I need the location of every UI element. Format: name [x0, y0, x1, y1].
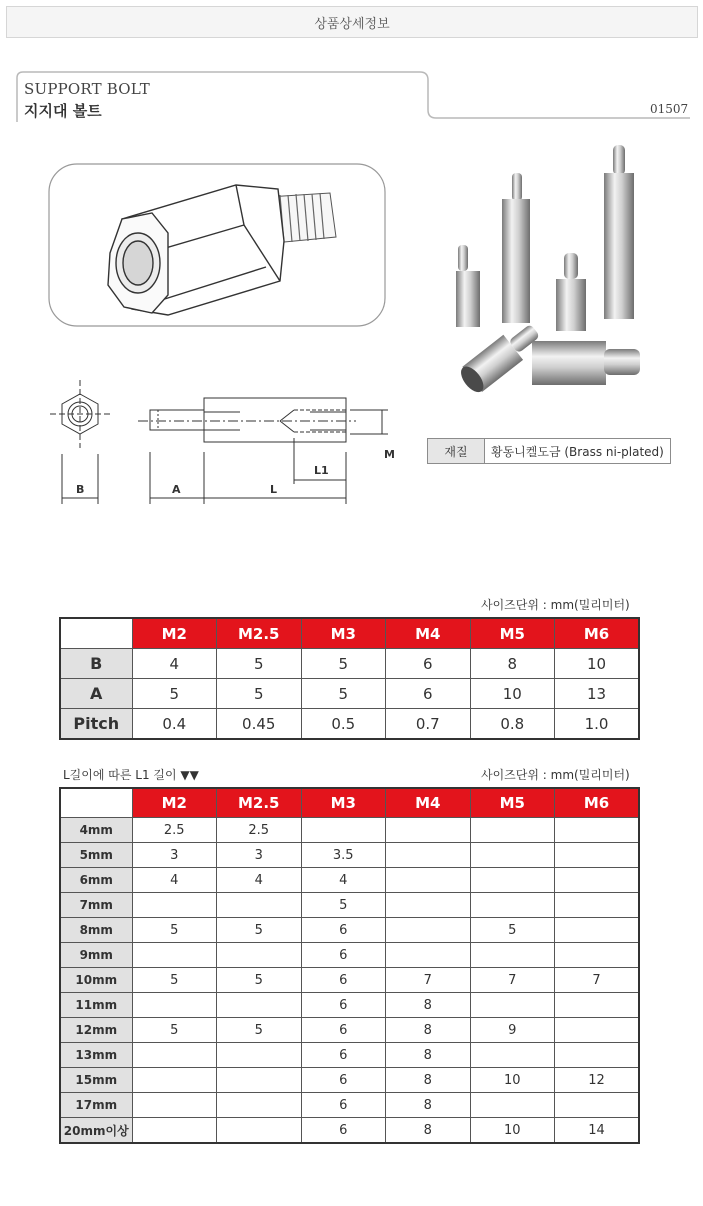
l1-cell: 5	[217, 918, 302, 943]
l1-cell: 3	[132, 843, 217, 868]
l1-header-m3: M3	[301, 788, 386, 818]
l1-cell	[217, 1118, 302, 1144]
spec-table	[59, 617, 640, 740]
material-value: 황동니켈도금 (Brass ni-plated)	[485, 439, 671, 464]
l1-cell: 7	[555, 968, 640, 993]
l1-cell: 12	[555, 1068, 640, 1093]
l1-header-m2-5: M2.5	[217, 788, 302, 818]
detail-header-title: 상품상세정보	[314, 16, 390, 32]
dimension-drawing	[24, 376, 404, 506]
l1-cell: 7	[470, 968, 555, 993]
spec-cell: 13	[555, 679, 640, 709]
l1-cell	[555, 893, 640, 918]
spec-row	[60, 709, 639, 740]
l1-cell	[132, 1093, 217, 1118]
product-name-ko: 지지대 볼트	[24, 102, 102, 120]
l1-cell	[217, 1068, 302, 1093]
l1-row	[60, 993, 639, 1018]
l1-row-label: 8mm	[60, 918, 132, 943]
l1-cell: 3	[217, 843, 302, 868]
spec-row	[60, 679, 639, 709]
l1-cell: 2.5	[132, 818, 217, 843]
l1-row	[60, 1068, 639, 1093]
material-table	[427, 438, 671, 464]
spec-cell: 8	[470, 649, 555, 679]
l1-cell: 3.5	[301, 843, 386, 868]
spec-cell: 4	[132, 649, 217, 679]
spec-row	[60, 649, 639, 679]
l1-row-label: 7mm	[60, 893, 132, 918]
l1-cell	[555, 1018, 640, 1043]
l1-cell	[386, 918, 471, 943]
l1-row-label: 12mm	[60, 1018, 132, 1043]
l1-row-label: 13mm	[60, 1043, 132, 1068]
l1-cell	[132, 893, 217, 918]
l1-cell	[217, 893, 302, 918]
l1-cell: 5	[132, 918, 217, 943]
product-photo	[428, 135, 696, 400]
spec-header-m2: M2	[132, 618, 217, 649]
l1-cell	[132, 943, 217, 968]
l1-cell: 6	[301, 1018, 386, 1043]
l1-cell: 6	[301, 1093, 386, 1118]
l1-cell	[132, 1118, 217, 1144]
l1-cell: 6	[301, 918, 386, 943]
l1-cell	[301, 818, 386, 843]
l1-row-label: 20mm이상	[60, 1118, 132, 1144]
l1-cell: 9	[470, 1018, 555, 1043]
l1-cell: 5	[217, 1018, 302, 1043]
spec-cell: 0.7	[386, 709, 471, 740]
l1-cell	[132, 993, 217, 1018]
l1-cell	[555, 818, 640, 843]
l1-header-m2: M2	[132, 788, 217, 818]
l1-row-label: 11mm	[60, 993, 132, 1018]
l1-cell	[470, 843, 555, 868]
unit-note-spec: 사이즈단위 : mm(밀리미터)	[481, 598, 630, 612]
l1-cell: 6	[301, 1043, 386, 1068]
l1-row	[60, 1093, 639, 1118]
l1-cell: 8	[386, 1093, 471, 1118]
l1-row	[60, 1118, 639, 1144]
spec-cell: 0.45	[217, 709, 302, 740]
l1-cell: 4	[132, 868, 217, 893]
spec-row-label: Pitch	[60, 709, 132, 740]
spec-table-corner	[60, 618, 132, 649]
l1-cell	[132, 1043, 217, 1068]
product-name-en: SUPPORT BOLT	[24, 80, 150, 98]
l1-cell	[555, 918, 640, 943]
spec-header-m4: M4	[386, 618, 471, 649]
l1-row-label: 5mm	[60, 843, 132, 868]
material-label: 재질	[428, 439, 485, 464]
l1-header-m6: M6	[555, 788, 640, 818]
l1-cell	[470, 818, 555, 843]
l1-cell	[555, 1093, 640, 1118]
spec-row-label: A	[60, 679, 132, 709]
product-code: 01507	[650, 102, 689, 116]
l1-cell	[470, 868, 555, 893]
l1-cell: 6	[301, 1118, 386, 1144]
l1-cell	[386, 818, 471, 843]
spec-cell: 10	[470, 679, 555, 709]
l1-cell	[217, 993, 302, 1018]
spec-cell: 10	[555, 649, 640, 679]
l1-row	[60, 868, 639, 893]
l1-row-label: 9mm	[60, 943, 132, 968]
l1-cell: 14	[555, 1118, 640, 1144]
l1-cell: 8	[386, 1043, 471, 1068]
l1-cell: 5	[470, 918, 555, 943]
spec-cell: 0.4	[132, 709, 217, 740]
dim-label-m: M	[384, 448, 395, 461]
spec-header-m5: M5	[470, 618, 555, 649]
spec-row-label: B	[60, 649, 132, 679]
l1-cell: 5	[132, 968, 217, 993]
l1-cell	[217, 1043, 302, 1068]
unit-note-l1: 사이즈단위 : mm(밀리미터)	[481, 768, 630, 782]
l1-row	[60, 1043, 639, 1068]
l1-cell	[386, 893, 471, 918]
spec-cell: 5	[132, 679, 217, 709]
l1-row-label: 17mm	[60, 1093, 132, 1118]
l1-cell: 2.5	[217, 818, 302, 843]
l1-cell	[555, 843, 640, 868]
l1-table-caption: L길이에 따른 L1 길이 ▼▼	[63, 768, 199, 782]
l1-cell	[132, 1068, 217, 1093]
l1-cell: 6	[301, 968, 386, 993]
l1-row	[60, 893, 639, 918]
l1-header-m4: M4	[386, 788, 471, 818]
l1-row-label: 4mm	[60, 818, 132, 843]
spec-cell: 6	[386, 649, 471, 679]
dim-label-a: A	[172, 483, 181, 496]
l1-cell: 5	[217, 968, 302, 993]
l1-row-label: 15mm	[60, 1068, 132, 1093]
l1-table-corner	[60, 788, 132, 818]
l1-cell	[555, 1043, 640, 1068]
l1-row-label: 10mm	[60, 968, 132, 993]
l1-row	[60, 918, 639, 943]
l1-cell	[470, 993, 555, 1018]
l1-cell: 6	[301, 1068, 386, 1093]
l1-cell	[386, 943, 471, 968]
l1-row	[60, 818, 639, 843]
l1-cell: 5	[132, 1018, 217, 1043]
spec-cell: 5	[301, 649, 386, 679]
l1-cell	[555, 943, 640, 968]
spec-cell: 5	[217, 649, 302, 679]
l1-cell: 8	[386, 1118, 471, 1144]
l1-cell	[217, 1093, 302, 1118]
l1-cell: 10	[470, 1118, 555, 1144]
l1-cell: 10	[470, 1068, 555, 1093]
l1-row	[60, 968, 639, 993]
l1-cell: 6	[301, 993, 386, 1018]
spec-cell: 1.0	[555, 709, 640, 740]
spec-cell: 0.8	[470, 709, 555, 740]
spec-cell: 5	[301, 679, 386, 709]
l1-cell: 8	[386, 1068, 471, 1093]
l1-row	[60, 843, 639, 868]
l1-row	[60, 1018, 639, 1043]
spec-cell: 0.5	[301, 709, 386, 740]
l1-row-label: 6mm	[60, 868, 132, 893]
l1-cell	[470, 1093, 555, 1118]
spec-header-m3: M3	[301, 618, 386, 649]
l1-cell	[555, 993, 640, 1018]
l1-cell: 8	[386, 1018, 471, 1043]
l1-cell	[386, 843, 471, 868]
l1-cell: 8	[386, 993, 471, 1018]
l1-cell	[555, 868, 640, 893]
l1-cell	[386, 868, 471, 893]
l1-cell	[217, 943, 302, 968]
l1-length-table	[59, 787, 640, 1144]
spec-cell: 6	[386, 679, 471, 709]
spec-header-m2-5: M2.5	[217, 618, 302, 649]
l1-cell	[470, 943, 555, 968]
detail-header-bar	[6, 6, 698, 38]
l1-row	[60, 943, 639, 968]
l1-cell: 7	[386, 968, 471, 993]
l1-header-m5: M5	[470, 788, 555, 818]
spec-header-m6: M6	[555, 618, 640, 649]
dim-label-b: B	[76, 483, 85, 496]
l1-cell: 5	[301, 893, 386, 918]
l1-cell: 4	[217, 868, 302, 893]
l1-cell: 6	[301, 943, 386, 968]
dim-label-l1: L1	[314, 464, 329, 477]
l1-cell: 4	[301, 868, 386, 893]
spec-cell: 5	[217, 679, 302, 709]
bolt-sketch-illustration	[48, 163, 386, 327]
dim-label-l: L	[270, 483, 278, 496]
l1-cell	[470, 1043, 555, 1068]
l1-cell	[470, 893, 555, 918]
